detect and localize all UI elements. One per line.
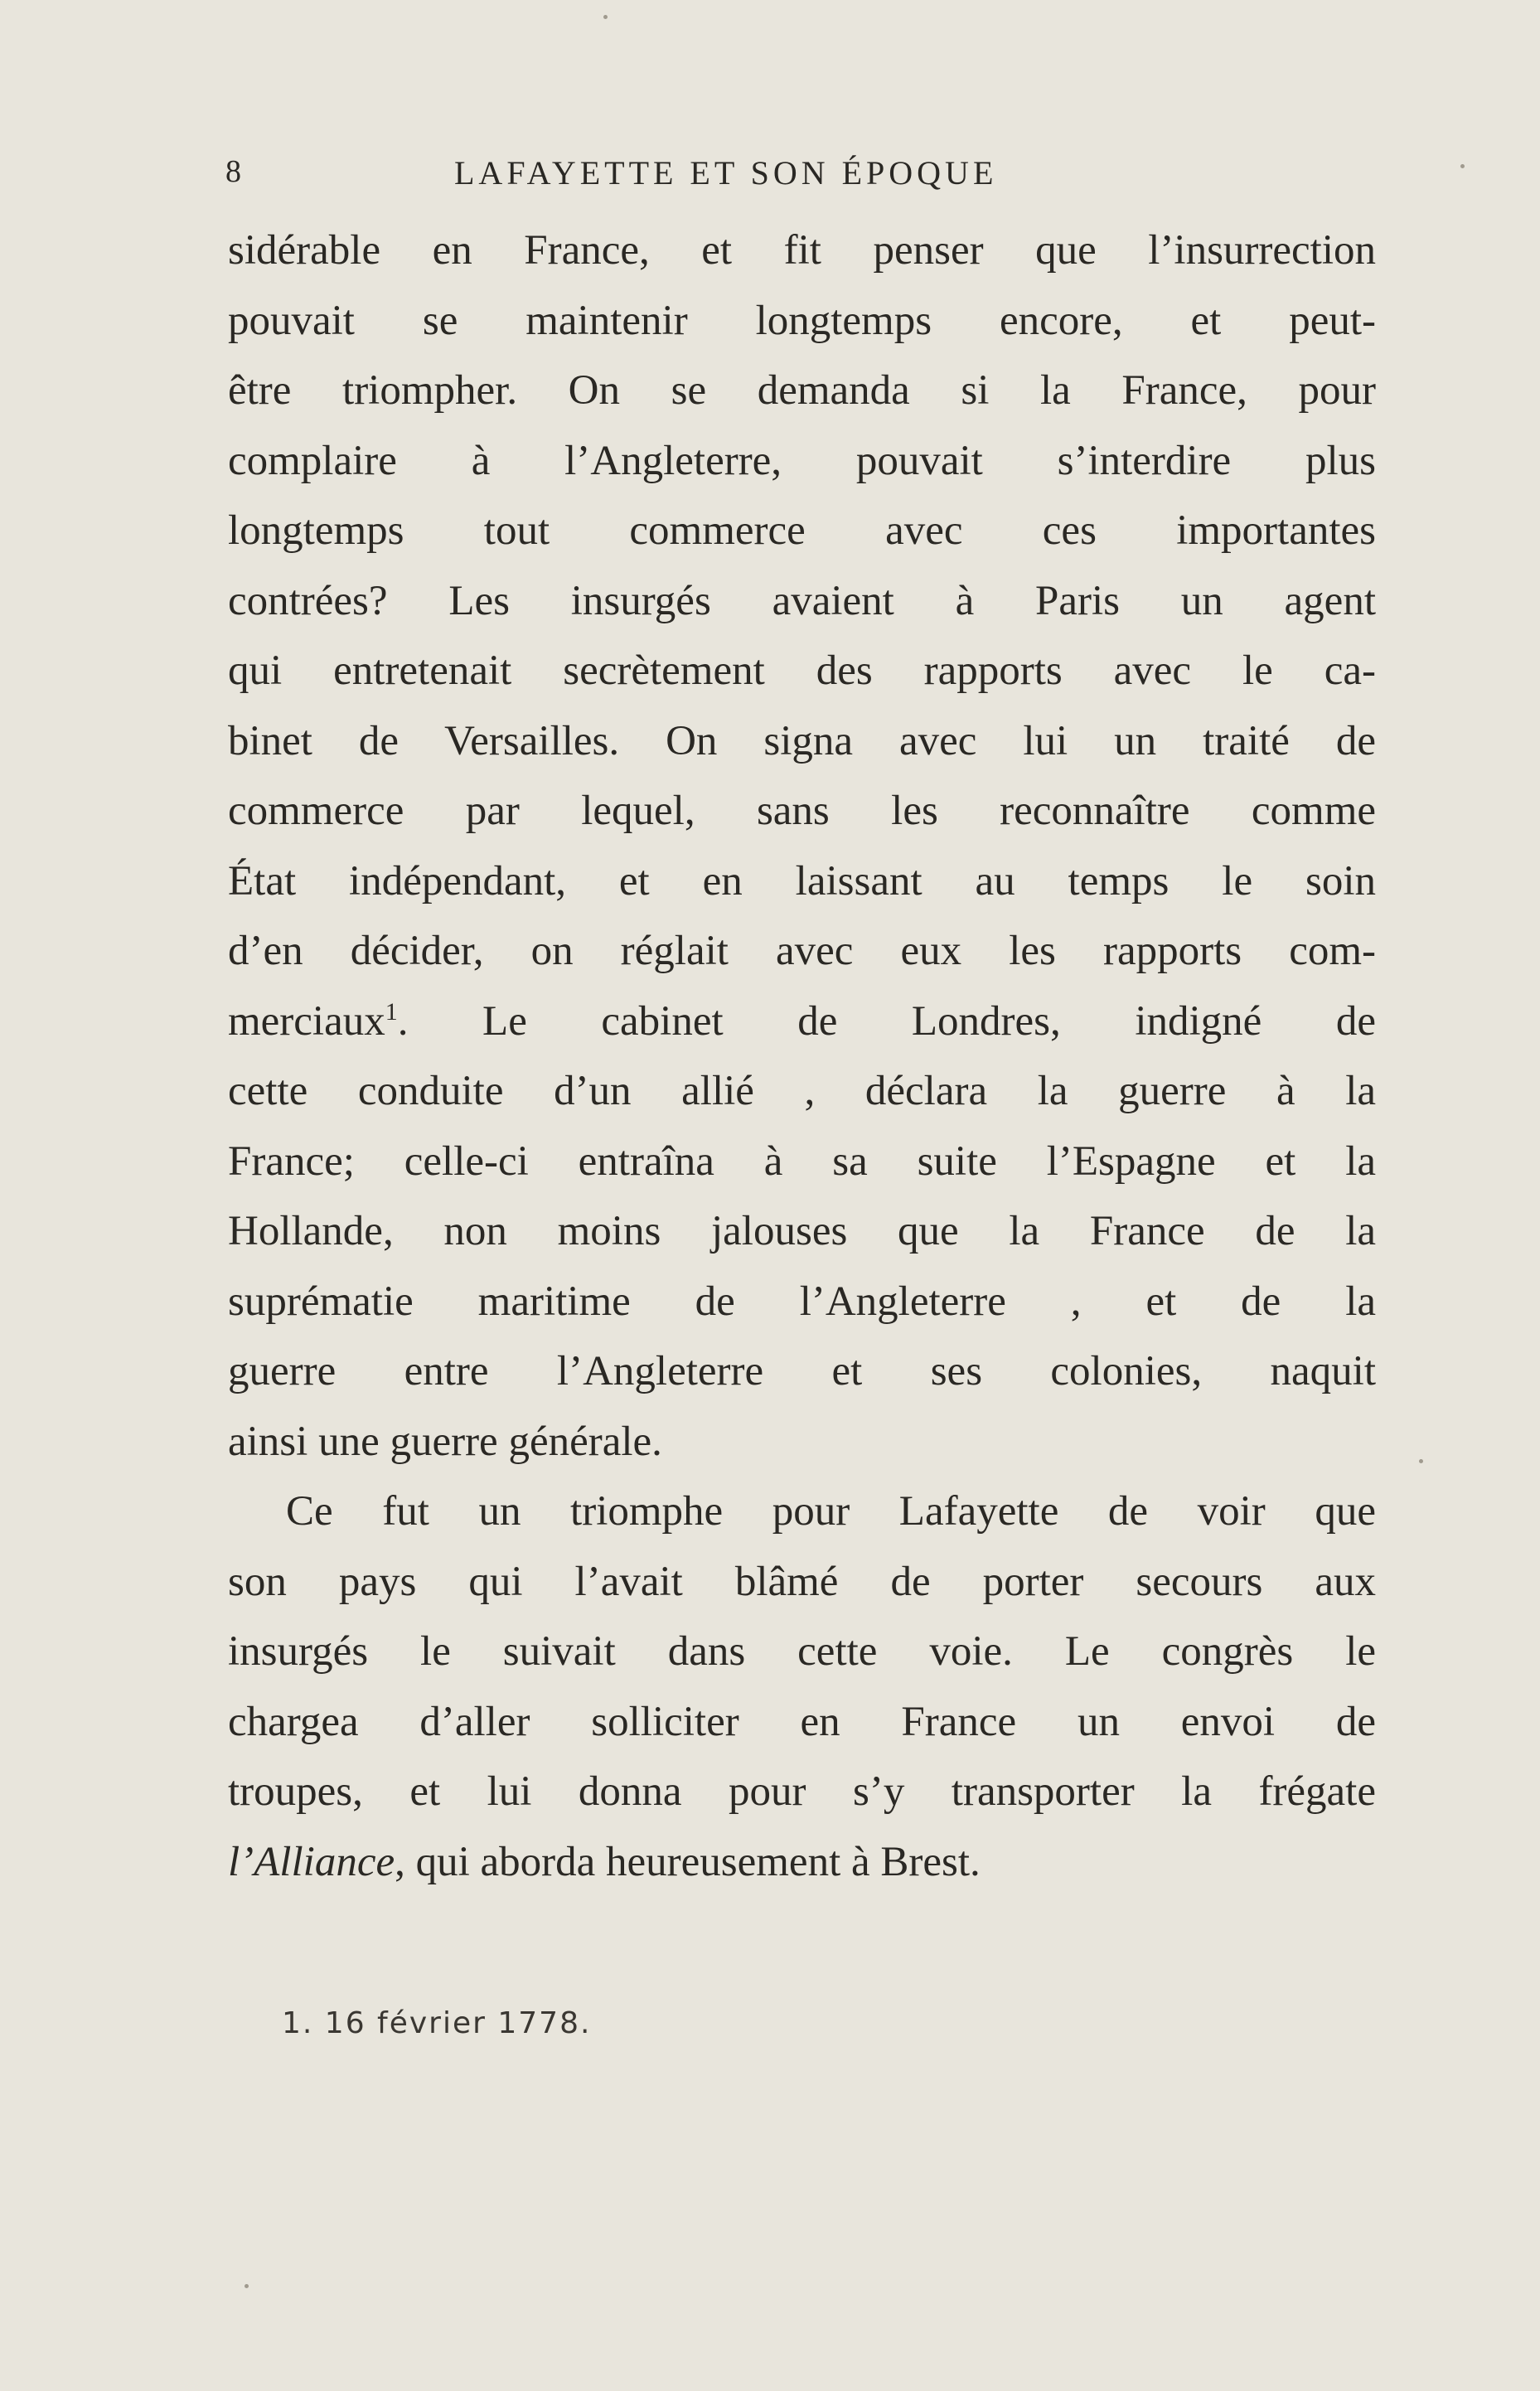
text-line: son pays qui l’avait blâmé de porter secours aux (228, 1558, 1376, 1605)
text-line: commerce par lequel, sans les reconnaître comme (228, 788, 1376, 834)
text-fragment: , qui aborda heureusement à Brest. (395, 1838, 981, 1885)
text-line: suprématie maritime de l’Angleterre , et de la (228, 1278, 1376, 1325)
text-line: France; celle-ci entraîna à sa suite l’Espagne et la (228, 1137, 1376, 1185)
text-line: guerre entre l’Angleterre et ses colonies, naquit (228, 1348, 1376, 1394)
text-line: contrées? Les insurgés avaient à Paris un agent (228, 577, 1376, 624)
text-line: sidérable en France, et fit penser que l’insurrection (228, 227, 1376, 274)
footnote-reference: 1 (385, 997, 398, 1026)
page-number: 8 (225, 154, 242, 189)
footnote: 1. 16 février 1778. (282, 2006, 592, 2040)
paper-speck (245, 2284, 249, 2288)
paper-speck (1419, 1459, 1423, 1463)
text-line: Hollande, non moins jalouses que la France de la (228, 1208, 1376, 1254)
paragraph-end-line (228, 1827, 1376, 1898)
text-fragment: merciaux (228, 997, 385, 1045)
text-line: insurgés le suivait dans cette voie. Le congrès le (228, 1628, 1376, 1675)
paragraph-start-line: Ce fut un triomphe pour Lafayette de voir que (286, 1488, 1376, 1535)
text-fragment: . Le cabinet de Londres, indigné de (397, 997, 1376, 1045)
paper-speck (603, 15, 608, 19)
paper-speck (1460, 164, 1465, 168)
text-line: binet de Versailles. On signa avec lui un traité de (228, 717, 1376, 764)
running-title: LAFAYETTE ET SON ÉPOQUE (454, 154, 998, 192)
body-text (228, 216, 1376, 1897)
text-line: d’en décider, on réglait avec eux les rapports com- (228, 928, 1376, 974)
text-line: pouvait se maintenir longtemps encore, et peut- (228, 297, 1376, 344)
text-line: qui entretenait secrètement des rapports avec le ca- (228, 647, 1376, 694)
text-line: cette conduite d’un allié , déclara la guerre à la (228, 1068, 1376, 1114)
ship-name: l’Alliance (228, 1838, 395, 1885)
text-line: complaire à l’Angleterre, pouvait s’interdire plus (228, 437, 1376, 484)
text-line: troupes, et lui donna pour s’y transporter la frégate (228, 1768, 1376, 1815)
text-line-with-note (228, 987, 1376, 1057)
text-line: État indépendant, et en laissant au temps le soin (228, 857, 1376, 905)
text-line: longtemps tout commerce avec ces importantes (228, 507, 1376, 554)
text-line: être triompher. On se demanda si la France, pour (228, 367, 1376, 414)
paragraph-end-line: ainsi une guerre générale. (228, 1418, 662, 1465)
page-header (224, 153, 1144, 203)
text-line: chargea d’aller solliciter en France un envoi de (228, 1698, 1376, 1745)
